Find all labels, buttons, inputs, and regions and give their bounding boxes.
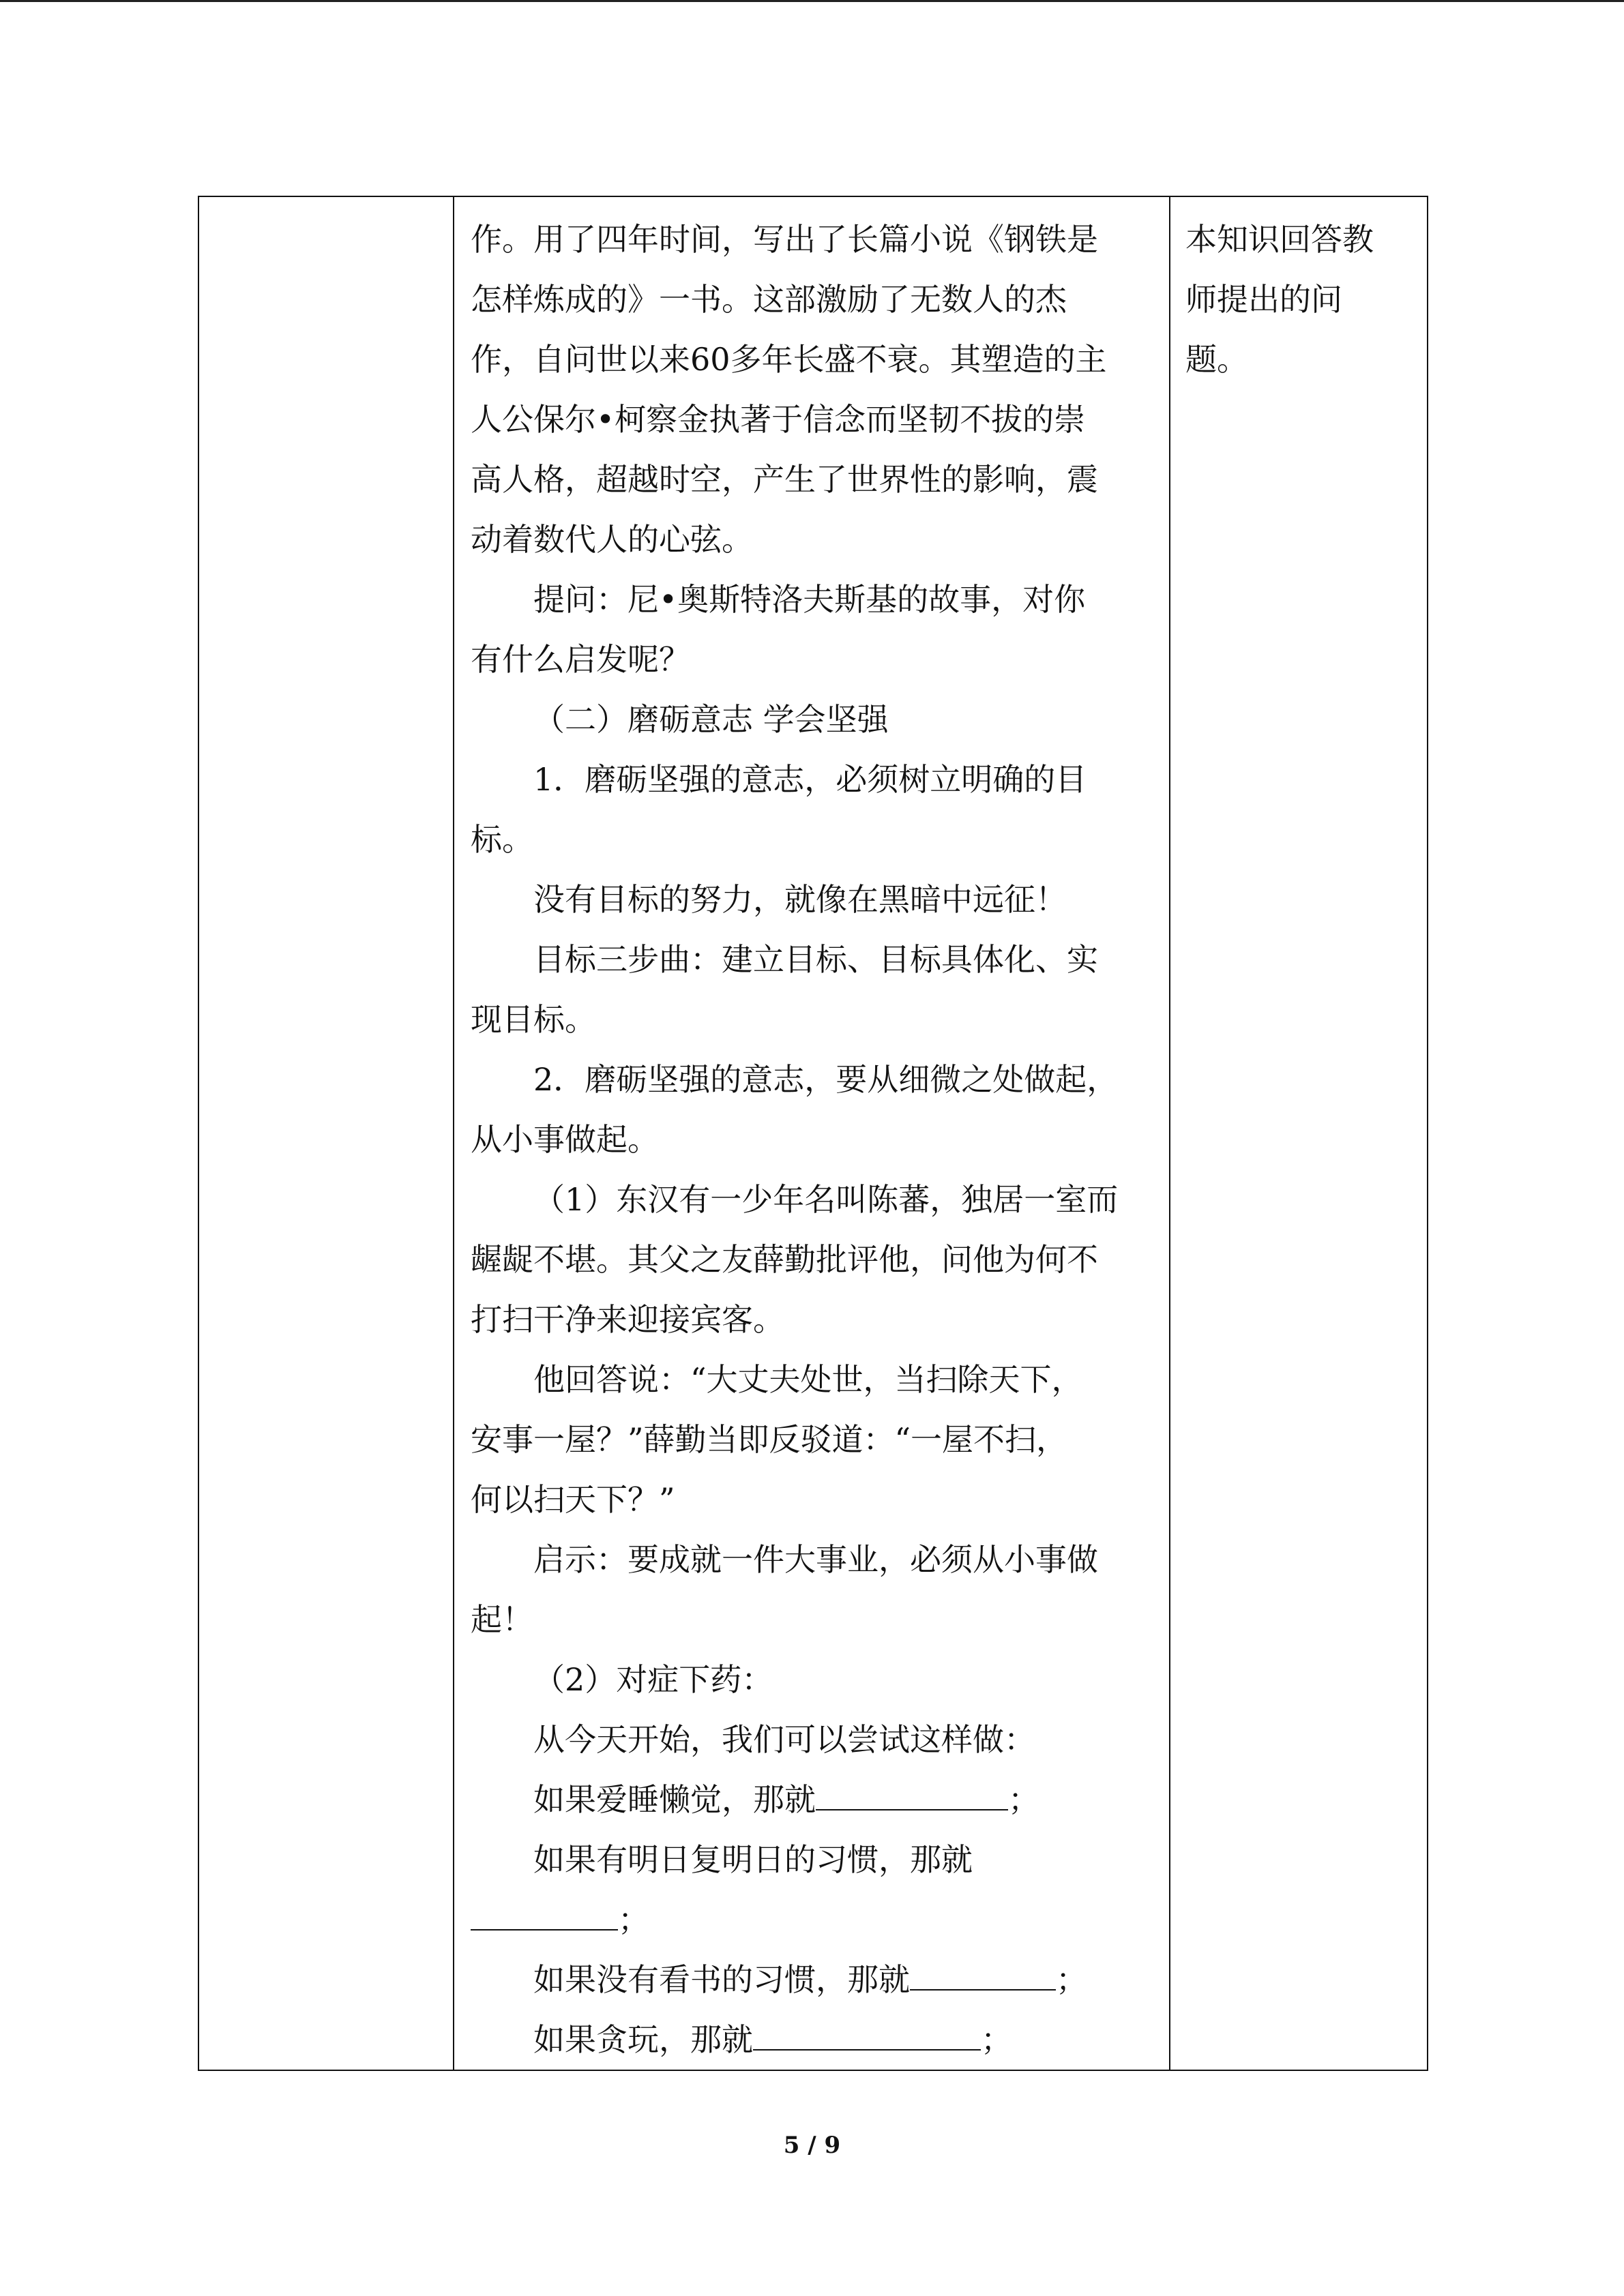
text-line: 高人格，超越时空，产生了世界性的影响，震: [471, 461, 1098, 498]
answer-blank[interactable]: [816, 1771, 1008, 1810]
text-line: 如果爱睡懒觉，那就: [533, 1781, 816, 1818]
section-heading: （二）磨砺意志 学会坚强: [533, 701, 889, 738]
activity-line: 题。: [1185, 341, 1248, 378]
text-line: 安事一屋？”薛勤当即反驳道：“一屋不扫，: [471, 1421, 1068, 1458]
activity-line: 师提出的问: [1185, 281, 1342, 318]
text-line: 人公保尔•柯察金执著于信念而坚韧不拔的崇: [471, 401, 1086, 438]
text-line: 起！: [471, 1601, 533, 1638]
text-line: （2）对症下药：: [533, 1661, 773, 1698]
text-line: 作。用了四年时间，写出了长篇小说《钢铁是: [471, 221, 1098, 258]
table-row: [198, 196, 1428, 2070]
text-line: 他回答说：“大丈夫处世，当扫除天下，: [533, 1361, 1083, 1398]
text-line: 作，自问世以来60多年长盛不衰。其塑造的主: [471, 341, 1107, 378]
text-line: 1．磨砺坚强的意志，必须树立明确的目: [533, 761, 1087, 798]
page-number: 5 / 9: [783, 2132, 841, 2159]
fill-in-line: [471, 1770, 1153, 1830]
top-border: [0, 0, 1624, 2]
text-line: 从小事做起。: [471, 1121, 659, 1158]
text-line: 如果没有看书的习惯，那就: [533, 1961, 910, 1998]
content-column: [454, 196, 1170, 2070]
activity-column: [1170, 196, 1428, 2070]
text-line: ；: [981, 2021, 1012, 2058]
answer-blank[interactable]: [910, 1951, 1056, 1991]
lesson-table: [198, 196, 1428, 2071]
text-line: 提问：尼•奥斯特洛夫斯基的故事，对你: [533, 581, 1086, 618]
text-line: （1）东汉有一少年名叫陈蕃，独居一室而: [533, 1181, 1119, 1218]
text-line: 如果有明日复明日的习惯，那就: [533, 1841, 973, 1878]
fill-in-line: [471, 1950, 1153, 2010]
text-line: ；: [618, 1901, 649, 1938]
text-line: 龌龊不堪。其父之友薛勤批评他，问他为何不: [471, 1241, 1098, 1278]
text-line: 何以扫天下？”: [471, 1481, 675, 1518]
text-line: 动着数代人的心弦。: [471, 521, 753, 558]
text-line: 有什么启发呢？: [471, 641, 690, 678]
text-line: 标。: [471, 821, 533, 858]
fill-in-line: [471, 1890, 1153, 1950]
text-line: 现目标。: [471, 1001, 596, 1038]
text-line: ；: [1008, 1781, 1039, 1818]
text-line: 2．磨砺坚强的意志，要从细微之处做起，: [533, 1061, 1119, 1098]
text-line: 从今天开始，我们可以尝试这样做：: [533, 1721, 1035, 1758]
text-line: 打扫干净来迎接宾客。: [471, 1301, 784, 1338]
text-line: 如果贪玩，那就: [533, 2021, 753, 2058]
fill-in-line: [471, 2010, 1153, 2070]
text-line: 没有目标的努力，就像在黑暗中远征！: [533, 881, 1067, 918]
answer-blank[interactable]: [471, 1891, 618, 1930]
left-column: [198, 196, 454, 2070]
activity-line: 本知识回答教: [1185, 221, 1374, 258]
answer-blank[interactable]: [753, 2011, 981, 2051]
text-line: 怎样炼成的》一书。这部激励了无数人的杰: [471, 281, 1067, 318]
text-line: ；: [1056, 1961, 1087, 1998]
text-line: 目标三步曲：建立目标、目标具体化、实: [533, 941, 1098, 978]
text-line: 启示：要成就一件大事业，必须从小事做: [533, 1541, 1098, 1578]
